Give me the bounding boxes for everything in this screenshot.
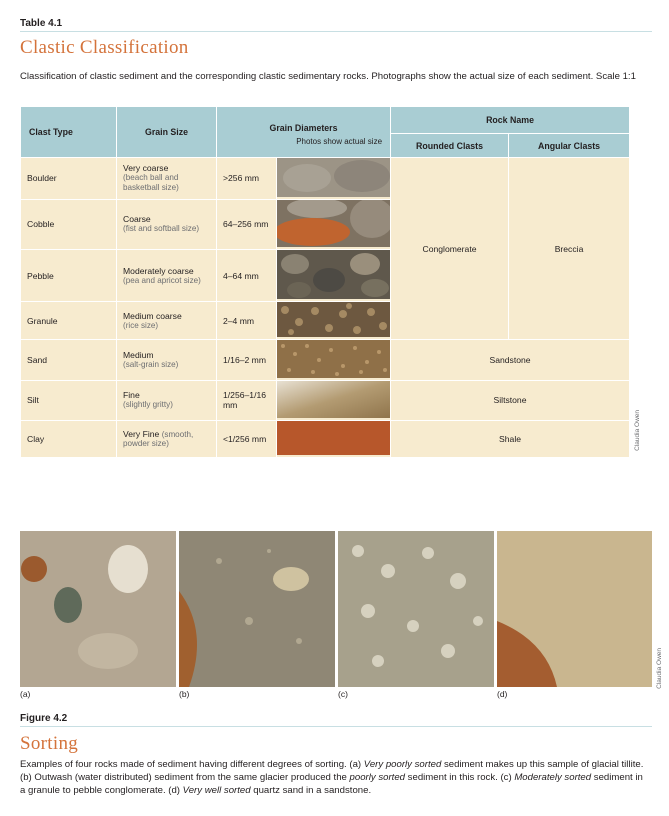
figure-caption [20,758,650,797]
divider [20,31,652,32]
clay-photo [277,421,390,455]
caption-emphasis: Moderately sorted [514,772,592,783]
caption-text: sediment makes up this sample of glacial tillite. (b) Outwash (water distributed) sediment from the same glacier produced the [20,759,644,783]
boulder-photo [277,158,390,197]
diameter-cell: 1/16–2 mm [217,340,277,381]
clast-type-cell: Boulder [21,158,117,200]
panel-label-d: (d) [497,689,508,699]
grain-size-cell [117,420,217,457]
panel-label-a: (a) [20,689,31,699]
divider [20,726,652,727]
panel-label-c: (c) [338,689,348,699]
header-grain-diameters-label: Grain Diameters [269,122,338,133]
table-caption: Classification of clastic sediment and the corresponding clastic sedimentary rocks. Photographs show the actual size of each sediment. Scale 1:1 [20,71,636,82]
granule-photo [277,302,390,338]
silt-photo [277,381,390,418]
grain-size-cell [117,381,217,421]
grain-size-label: Medium [123,350,154,361]
grain-size-label: Very Fine [123,428,160,439]
figure-title: Sorting [20,733,79,754]
table-row [21,340,630,381]
header-grain-diameters [217,107,391,158]
photo-credit: Claudia Owen [656,648,663,689]
grain-size-note: (pea and apricot size) [123,275,201,285]
table-row [21,158,630,200]
caption-emphasis: Very poorly sorted [363,759,442,770]
diameter-cell: <1/256 mm [217,420,277,457]
grain-size-label: Very coarse [123,163,169,174]
grain-size-label: Fine [123,390,140,401]
header-rock-name: Rock Name [391,107,630,134]
photos-note: Photos show actual size [296,136,383,146]
header-angular-clasts: Angular Clasts [509,134,630,158]
grain-size-label: Coarse [123,214,151,225]
caption-text: sediment in this rock. (c) [405,772,515,783]
grain-size-label: Moderately coarse [123,265,194,276]
grain-size-note: (fist and softball size) [123,224,200,234]
table-label: Table 4.1 [20,18,63,29]
sediment-photo [277,340,391,381]
caption-text: sediment in a granule to pebble conglomerate. (d) [20,772,643,796]
sorting-photo-c [338,531,494,687]
clast-type-cell: Silt [21,381,117,421]
figure-label: Figure 4.2 [20,713,68,724]
grain-size-note: (salt-grain size) [123,360,179,370]
panel-label-b: (b) [179,689,190,699]
rounded-rock-cell: Conglomerate [391,158,509,340]
header-rounded-clasts: Rounded Clasts [391,134,509,158]
table-row [21,420,630,457]
caption-text: Examples of four rocks made of sediment having different degrees of sorting. (a) [20,759,364,770]
grain-size-note: powder size) [123,438,169,448]
sand-photo [277,340,390,378]
clast-type-cell: Clay [21,420,117,457]
grain-size-label: Medium coarse [123,310,182,321]
grain-size-cell [117,250,217,302]
cobble-photo [277,200,390,248]
rock-name-cell: Sandstone [391,340,630,381]
sediment-photo [277,301,391,340]
rock-name-cell: Siltstone [391,381,630,421]
sediment-photo [277,420,391,457]
sediment-photo [277,199,391,250]
header-clast-type: Clast Type [21,107,117,158]
sorting-photo-a [20,531,176,687]
clast-type-cell: Granule [21,301,117,340]
clast-type-cell: Cobble [21,199,117,250]
grain-size-note-inline: (smooth, [161,429,194,439]
grain-size-note: (rice size) [123,320,159,330]
pebble-photo [277,250,390,299]
caption-emphasis: poorly sorted [349,772,406,783]
grain-size-note: (beach ball and basketball size) [123,173,179,193]
sorting-photo-d [497,531,652,687]
diameter-cell: 4–64 mm [217,250,277,302]
clastic-classification-table [20,106,630,458]
caption-emphasis: Very well sorted [182,785,251,796]
table-row [21,381,630,421]
sediment-photo [277,250,391,302]
diameter-cell: >256 mm [217,158,277,200]
diameter-cell: 1/256–1/16 mm [217,381,277,421]
grain-size-cell [117,301,217,340]
sediment-photo [277,381,391,421]
sorting-photo-b [179,531,335,687]
angular-rock-cell: Breccia [509,158,630,340]
grain-size-cell [117,199,217,250]
rock-name-cell: Shale [391,420,630,457]
grain-size-cell [117,158,217,200]
header-grain-size: Grain Size [117,107,217,158]
clast-type-cell: Sand [21,340,117,381]
photo-credit: Claudia Owen [634,410,641,451]
table-title: Clastic Classification [20,37,189,58]
diameter-cell: 64–256 mm [217,199,277,250]
grain-size-note: (slightly gritty) [123,400,173,410]
sediment-photo [277,158,391,200]
clast-type-cell: Pebble [21,250,117,302]
grain-size-cell [117,340,217,381]
diameter-cell: 2–4 mm [217,301,277,340]
caption-text: quartz sand in a sandstone. [250,785,372,796]
